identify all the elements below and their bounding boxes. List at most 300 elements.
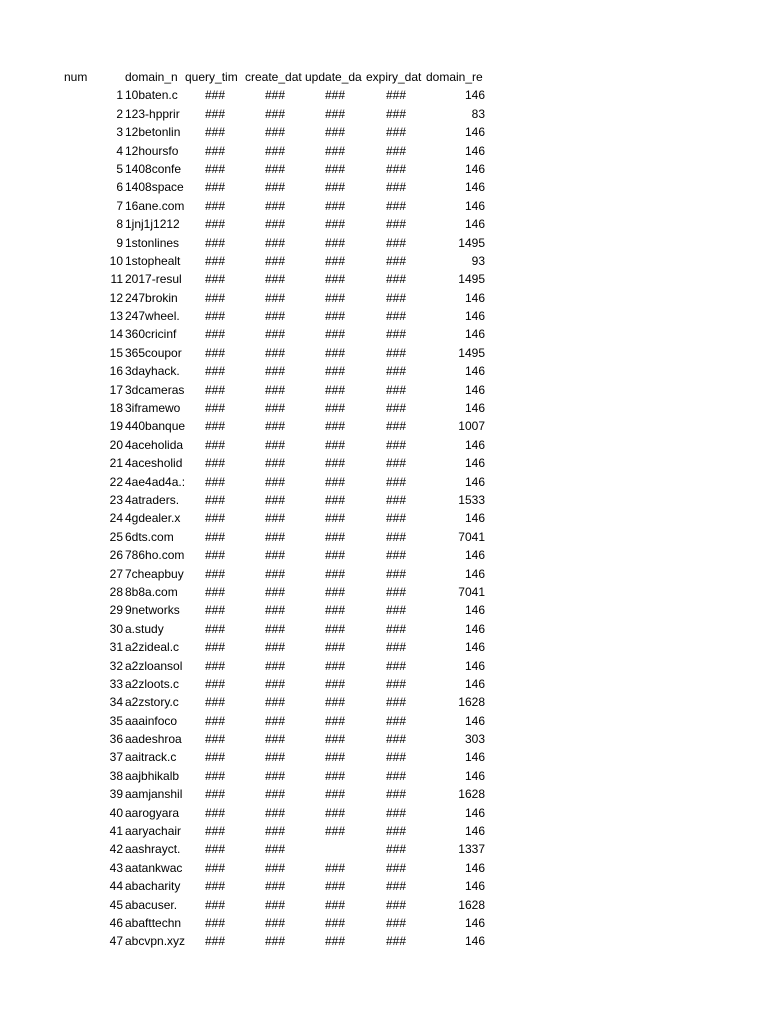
cell-expiry-date[interactable]: ### <box>385 272 407 287</box>
cell-expiry-date[interactable]: ### <box>385 860 407 875</box>
cell-domain-name[interactable]: abacuser. <box>125 897 178 912</box>
cell-update-date[interactable]: ### <box>324 934 346 949</box>
cell-num[interactable]: 42 <box>109 842 123 857</box>
cell-domain-registrar[interactable]: 146 <box>464 713 485 728</box>
cell-create-date[interactable]: ### <box>264 566 286 581</box>
cell-update-date[interactable]: ### <box>324 511 346 526</box>
cell-expiry-date[interactable]: ### <box>385 768 407 783</box>
cell-update-date[interactable]: ### <box>324 658 346 673</box>
cell-domain-registrar[interactable]: 146 <box>464 401 485 416</box>
cell-num[interactable]: 38 <box>109 768 123 783</box>
cell-num[interactable]: 5 <box>116 161 123 176</box>
cell-domain-name[interactable]: 3iframewo <box>125 401 181 416</box>
cell-create-date[interactable]: ### <box>264 713 286 728</box>
cell-domain-name[interactable]: 6dts.com <box>125 529 174 544</box>
cell-query-time[interactable]: ### <box>204 401 226 416</box>
cell-num[interactable]: 39 <box>109 787 123 802</box>
cell-domain-name[interactable]: a2zloots.c <box>125 676 180 691</box>
cell-domain-registrar[interactable]: 146 <box>464 511 485 526</box>
cell-query-time[interactable]: ### <box>204 474 226 489</box>
cell-domain-registrar[interactable]: 146 <box>464 621 485 636</box>
cell-update-date[interactable]: ### <box>324 915 346 930</box>
cell-query-time[interactable]: ### <box>204 309 226 324</box>
cell-expiry-date[interactable]: ### <box>385 879 407 894</box>
cell-num[interactable]: 27 <box>109 566 123 581</box>
cell-query-time[interactable]: ### <box>204 548 226 563</box>
cell-domain-name[interactable]: 1stonlines <box>125 235 180 250</box>
cell-query-time[interactable]: ### <box>204 824 226 839</box>
cell-domain-name[interactable]: aaryachair <box>125 824 182 839</box>
cell-num[interactable]: 37 <box>109 750 123 765</box>
cell-query-time[interactable]: ### <box>204 125 226 140</box>
cell-domain-name[interactable]: 16ane.com <box>125 198 185 213</box>
cell-expiry-date[interactable]: ### <box>385 713 407 728</box>
cell-domain-name[interactable]: 2017-resul <box>125 272 182 287</box>
cell-domain-name[interactable]: aajbhikalb <box>125 768 180 783</box>
cell-expiry-date[interactable]: ### <box>385 915 407 930</box>
cell-domain-name[interactable]: 360cricinf <box>125 327 177 342</box>
cell-num[interactable]: 44 <box>109 879 123 894</box>
cell-num[interactable]: 28 <box>109 584 123 599</box>
cell-expiry-date[interactable]: ### <box>385 511 407 526</box>
cell-domain-name[interactable]: aadeshroa <box>125 732 182 747</box>
cell-domain-registrar[interactable]: 146 <box>464 768 485 783</box>
cell-domain-registrar[interactable]: 1628 <box>458 787 485 802</box>
cell-query-time[interactable]: ### <box>204 842 226 857</box>
cell-domain-name[interactable]: aatankwac <box>125 860 183 875</box>
cell-expiry-date[interactable]: ### <box>385 492 407 507</box>
cell-domain-registrar[interactable]: 146 <box>464 180 485 195</box>
cell-domain-name[interactable]: 1stophealt <box>125 253 181 268</box>
cell-query-time[interactable]: ### <box>204 805 226 820</box>
cell-query-time[interactable]: ### <box>204 695 226 710</box>
cell-update-date[interactable]: ### <box>324 125 346 140</box>
cell-expiry-date[interactable]: ### <box>385 787 407 802</box>
cell-create-date[interactable]: ### <box>264 824 286 839</box>
cell-query-time[interactable]: ### <box>204 382 226 397</box>
cell-domain-registrar[interactable]: 146 <box>464 474 485 489</box>
cell-domain-name[interactable]: 786ho.com <box>125 548 185 563</box>
cell-domain-registrar[interactable]: 7041 <box>458 584 485 599</box>
cell-domain-registrar[interactable]: 146 <box>464 327 485 342</box>
cell-expiry-date[interactable]: ### <box>385 180 407 195</box>
cell-num[interactable]: 3 <box>116 125 123 140</box>
cell-domain-name[interactable]: 1408space <box>125 180 184 195</box>
cell-expiry-date[interactable]: ### <box>385 640 407 655</box>
cell-domain-registrar[interactable]: 146 <box>464 805 485 820</box>
cell-create-date[interactable]: ### <box>264 732 286 747</box>
cell-num[interactable]: 32 <box>109 658 123 673</box>
cell-domain-registrar[interactable]: 146 <box>464 860 485 875</box>
cell-update-date[interactable]: ### <box>324 584 346 599</box>
cell-domain-name[interactable]: a2zloansol <box>125 658 183 673</box>
cell-create-date[interactable]: ### <box>264 437 286 452</box>
cell-domain-name[interactable]: aaitrack.c <box>125 750 177 765</box>
cell-create-date[interactable]: ### <box>264 695 286 710</box>
cell-create-date[interactable]: ### <box>264 401 286 416</box>
cell-num[interactable]: 4 <box>116 143 123 158</box>
cell-num[interactable]: 8 <box>116 217 123 232</box>
cell-expiry-date[interactable]: ### <box>385 364 407 379</box>
cell-domain-registrar[interactable]: 146 <box>464 382 485 397</box>
cell-num[interactable]: 45 <box>109 897 123 912</box>
cell-create-date[interactable]: ### <box>264 309 286 324</box>
cell-query-time[interactable]: ### <box>204 768 226 783</box>
cell-domain-name[interactable]: 12hoursfo <box>125 143 179 158</box>
cell-expiry-date[interactable]: ### <box>385 676 407 691</box>
cell-expiry-date[interactable]: ### <box>385 824 407 839</box>
cell-query-time[interactable]: ### <box>204 860 226 875</box>
cell-query-time[interactable]: ### <box>204 915 226 930</box>
cell-update-date[interactable]: ### <box>324 529 346 544</box>
header-num[interactable]: num <box>64 70 88 84</box>
header-create-date[interactable]: create_dat <box>245 70 302 84</box>
cell-update-date[interactable]: ### <box>324 345 346 360</box>
cell-domain-name[interactable]: 4gdealer.x <box>125 511 181 526</box>
cell-create-date[interactable]: ### <box>264 603 286 618</box>
cell-query-time[interactable]: ### <box>204 456 226 471</box>
cell-expiry-date[interactable]: ### <box>385 548 407 563</box>
cell-expiry-date[interactable]: ### <box>385 805 407 820</box>
cell-query-time[interactable]: ### <box>204 161 226 176</box>
cell-domain-name[interactable]: aarogyara <box>125 805 180 820</box>
cell-create-date[interactable]: ### <box>264 364 286 379</box>
cell-domain-registrar[interactable]: 146 <box>464 934 485 949</box>
cell-create-date[interactable]: ### <box>264 584 286 599</box>
cell-expiry-date[interactable]: ### <box>385 327 407 342</box>
cell-expiry-date[interactable]: ### <box>385 566 407 581</box>
cell-query-time[interactable]: ### <box>204 732 226 747</box>
cell-update-date[interactable]: ### <box>324 253 346 268</box>
cell-domain-name[interactable]: a.study <box>125 621 164 636</box>
cell-domain-name[interactable]: 247wheel. <box>125 309 180 324</box>
cell-expiry-date[interactable]: ### <box>385 235 407 250</box>
cell-num[interactable]: 17 <box>109 382 123 397</box>
cell-update-date[interactable]: ### <box>324 603 346 618</box>
cell-query-time[interactable]: ### <box>204 345 226 360</box>
cell-domain-registrar[interactable]: 1533 <box>458 492 485 507</box>
cell-expiry-date[interactable]: ### <box>385 161 407 176</box>
cell-expiry-date[interactable]: ### <box>385 584 407 599</box>
cell-create-date[interactable]: ### <box>264 750 286 765</box>
cell-domain-name[interactable]: 4ae4ad4a.: <box>125 474 185 489</box>
cell-create-date[interactable]: ### <box>264 217 286 232</box>
cell-num[interactable]: 46 <box>109 915 123 930</box>
cell-num[interactable]: 11 <box>110 272 123 287</box>
cell-expiry-date[interactable]: ### <box>385 345 407 360</box>
cell-create-date[interactable]: ### <box>264 382 286 397</box>
cell-query-time[interactable]: ### <box>204 180 226 195</box>
cell-expiry-date[interactable]: ### <box>385 125 407 140</box>
cell-create-date[interactable]: ### <box>264 676 286 691</box>
cell-domain-registrar[interactable]: 146 <box>464 437 485 452</box>
cell-create-date[interactable]: ### <box>264 198 286 213</box>
cell-update-date[interactable]: ### <box>324 768 346 783</box>
cell-create-date[interactable]: ### <box>264 934 286 949</box>
cell-update-date[interactable]: ### <box>324 805 346 820</box>
cell-create-date[interactable]: ### <box>264 106 286 121</box>
cell-update-date[interactable]: ### <box>324 382 346 397</box>
cell-query-time[interactable]: ### <box>204 897 226 912</box>
cell-num[interactable]: 12 <box>109 290 123 305</box>
cell-expiry-date[interactable]: ### <box>385 143 407 158</box>
cell-expiry-date[interactable]: ### <box>385 897 407 912</box>
cell-query-time[interactable]: ### <box>204 253 226 268</box>
cell-create-date[interactable]: ### <box>264 327 286 342</box>
header-expiry-date[interactable]: expiry_dat <box>366 70 422 84</box>
cell-domain-name[interactable]: 247brokin <box>125 290 178 305</box>
cell-num[interactable]: 15 <box>109 345 123 360</box>
cell-update-date[interactable]: ### <box>324 327 346 342</box>
cell-domain-name[interactable]: 4atraders. <box>125 492 180 507</box>
cell-create-date[interactable]: ### <box>264 456 286 471</box>
cell-domain-registrar[interactable]: 146 <box>464 290 485 305</box>
cell-domain-name[interactable]: abafttechn <box>125 915 182 930</box>
cell-create-date[interactable]: ### <box>264 787 286 802</box>
cell-domain-name[interactable]: aaainfoco <box>125 713 178 728</box>
header-query-time[interactable]: query_tim <box>185 70 238 84</box>
cell-domain-name[interactable]: a2zideal.c <box>125 640 180 655</box>
cell-create-date[interactable]: ### <box>264 548 286 563</box>
cell-query-time[interactable]: ### <box>204 511 226 526</box>
cell-domain-registrar[interactable]: 146 <box>464 125 485 140</box>
cell-expiry-date[interactable]: ### <box>385 750 407 765</box>
cell-update-date[interactable]: ### <box>324 548 346 563</box>
cell-expiry-date[interactable]: ### <box>385 658 407 673</box>
cell-num[interactable]: 25 <box>109 529 123 544</box>
cell-update-date[interactable]: ### <box>324 88 346 103</box>
cell-query-time[interactable]: ### <box>204 934 226 949</box>
cell-domain-registrar[interactable]: 146 <box>464 217 485 232</box>
cell-num[interactable]: 47 <box>109 934 123 949</box>
cell-expiry-date[interactable]: ### <box>385 934 407 949</box>
cell-query-time[interactable]: ### <box>204 106 226 121</box>
cell-domain-name[interactable]: 10baten.c <box>125 88 178 103</box>
cell-domain-registrar[interactable]: 146 <box>464 915 485 930</box>
cell-expiry-date[interactable]: ### <box>385 217 407 232</box>
cell-query-time[interactable]: ### <box>204 364 226 379</box>
cell-create-date[interactable]: ### <box>264 768 286 783</box>
cell-expiry-date[interactable]: ### <box>385 382 407 397</box>
cell-update-date[interactable]: ### <box>324 695 346 710</box>
cell-domain-name[interactable]: 4acesholid <box>125 456 183 471</box>
cell-domain-registrar[interactable]: 146 <box>464 879 485 894</box>
cell-num[interactable]: 36 <box>109 732 123 747</box>
cell-update-date[interactable]: ### <box>324 198 346 213</box>
cell-create-date[interactable]: ### <box>264 290 286 305</box>
cell-domain-registrar[interactable]: 83 <box>471 106 485 121</box>
cell-num[interactable]: 40 <box>109 805 123 820</box>
cell-num[interactable]: 43 <box>109 860 123 875</box>
cell-expiry-date[interactable]: ### <box>385 106 407 121</box>
cell-num[interactable]: 34 <box>109 695 123 710</box>
cell-domain-name[interactable]: aashrayct. <box>125 842 181 857</box>
header-domain-registrar[interactable]: domain_re <box>426 70 483 84</box>
cell-num[interactable]: 29 <box>109 603 123 618</box>
cell-expiry-date[interactable]: ### <box>385 695 407 710</box>
cell-expiry-date[interactable]: ### <box>385 401 407 416</box>
cell-domain-registrar[interactable]: 146 <box>464 603 485 618</box>
cell-update-date[interactable]: ### <box>324 364 346 379</box>
cell-expiry-date[interactable]: ### <box>385 198 407 213</box>
cell-query-time[interactable]: ### <box>204 143 226 158</box>
cell-create-date[interactable]: ### <box>264 474 286 489</box>
cell-domain-registrar[interactable]: 146 <box>464 750 485 765</box>
cell-domain-name[interactable]: 1408confe <box>125 161 182 176</box>
cell-domain-name[interactable]: 440banque <box>125 419 185 434</box>
cell-domain-name[interactable]: abcvpn.xyz <box>125 934 185 949</box>
cell-update-date[interactable]: ### <box>324 437 346 452</box>
cell-query-time[interactable]: ### <box>204 235 226 250</box>
cell-update-date[interactable]: ### <box>324 566 346 581</box>
cell-domain-name[interactable]: 8b8a.com <box>125 584 178 599</box>
cell-domain-registrar[interactable]: 146 <box>464 640 485 655</box>
cell-update-date[interactable]: ### <box>324 676 346 691</box>
cell-query-time[interactable]: ### <box>204 603 226 618</box>
cell-domain-registrar[interactable]: 1007 <box>458 419 485 434</box>
cell-update-date[interactable]: ### <box>324 879 346 894</box>
cell-query-time[interactable]: ### <box>204 272 226 287</box>
cell-domain-registrar[interactable]: 146 <box>464 676 485 691</box>
cell-num[interactable]: 41 <box>109 824 123 839</box>
cell-update-date[interactable]: ### <box>324 860 346 875</box>
cell-num[interactable]: 31 <box>109 640 123 655</box>
cell-num[interactable]: 7 <box>116 198 123 213</box>
cell-create-date[interactable]: ### <box>264 180 286 195</box>
cell-update-date[interactable]: ### <box>324 713 346 728</box>
cell-domain-name[interactable]: 4aceholida <box>125 437 184 452</box>
cell-update-date[interactable]: ### <box>324 621 346 636</box>
cell-create-date[interactable]: ### <box>264 253 286 268</box>
cell-num[interactable]: 21 <box>109 456 123 471</box>
cell-update-date[interactable]: ### <box>324 732 346 747</box>
cell-expiry-date[interactable]: ### <box>385 88 407 103</box>
cell-num[interactable]: 13 <box>109 309 123 324</box>
cell-create-date[interactable]: ### <box>264 915 286 930</box>
cell-update-date[interactable]: ### <box>324 106 346 121</box>
cell-num[interactable]: 6 <box>116 180 123 195</box>
cell-num[interactable]: 35 <box>109 713 123 728</box>
cell-update-date[interactable]: ### <box>324 290 346 305</box>
cell-create-date[interactable]: ### <box>264 879 286 894</box>
cell-domain-name[interactable]: 123-hpprir <box>125 106 180 121</box>
cell-domain-registrar[interactable]: 146 <box>464 566 485 581</box>
cell-update-date[interactable]: ### <box>324 161 346 176</box>
cell-create-date[interactable]: ### <box>264 658 286 673</box>
cell-create-date[interactable]: ### <box>264 511 286 526</box>
cell-create-date[interactable]: ### <box>264 88 286 103</box>
cell-query-time[interactable]: ### <box>204 584 226 599</box>
cell-expiry-date[interactable]: ### <box>385 253 407 268</box>
cell-create-date[interactable]: ### <box>264 419 286 434</box>
cell-domain-registrar[interactable]: 146 <box>464 143 485 158</box>
cell-domain-registrar[interactable]: 1628 <box>458 695 485 710</box>
cell-expiry-date[interactable]: ### <box>385 456 407 471</box>
cell-query-time[interactable]: ### <box>204 566 226 581</box>
cell-num[interactable]: 10 <box>109 253 123 268</box>
cell-num[interactable]: 19 <box>109 419 123 434</box>
cell-domain-name[interactable]: a2zstory.c <box>125 695 179 710</box>
cell-domain-registrar[interactable]: 1337 <box>458 842 485 857</box>
cell-query-time[interactable]: ### <box>204 198 226 213</box>
cell-num[interactable]: 26 <box>109 548 123 563</box>
cell-domain-registrar[interactable]: 146 <box>464 658 485 673</box>
cell-update-date[interactable]: ### <box>324 180 346 195</box>
cell-update-date[interactable]: ### <box>324 897 346 912</box>
cell-domain-registrar[interactable]: 146 <box>464 364 485 379</box>
cell-domain-registrar[interactable]: 93 <box>471 253 485 268</box>
cell-num[interactable]: 20 <box>109 437 123 452</box>
cell-domain-registrar[interactable]: 146 <box>464 456 485 471</box>
cell-domain-name[interactable]: 12betonlin <box>125 125 181 140</box>
cell-update-date[interactable]: ### <box>324 750 346 765</box>
cell-domain-name[interactable]: aamjanshil <box>125 787 183 802</box>
cell-num[interactable]: 16 <box>109 364 123 379</box>
cell-num[interactable]: 24 <box>109 511 123 526</box>
cell-update-date[interactable]: ### <box>324 492 346 507</box>
cell-update-date[interactable]: ### <box>324 309 346 324</box>
cell-expiry-date[interactable]: ### <box>385 732 407 747</box>
cell-query-time[interactable]: ### <box>204 676 226 691</box>
cell-create-date[interactable]: ### <box>264 621 286 636</box>
cell-query-time[interactable]: ### <box>204 290 226 305</box>
cell-create-date[interactable]: ### <box>264 235 286 250</box>
cell-create-date[interactable]: ### <box>264 529 286 544</box>
cell-create-date[interactable]: ### <box>264 897 286 912</box>
cell-query-time[interactable]: ### <box>204 787 226 802</box>
cell-query-time[interactable]: ### <box>204 327 226 342</box>
cell-num[interactable]: 14 <box>109 327 123 342</box>
cell-update-date[interactable]: ### <box>324 217 346 232</box>
cell-num[interactable]: 2 <box>116 106 123 121</box>
cell-num[interactable]: 1 <box>116 88 123 103</box>
cell-expiry-date[interactable]: ### <box>385 603 407 618</box>
cell-domain-name[interactable]: 3dayhack. <box>125 364 180 379</box>
cell-query-time[interactable]: ### <box>204 88 226 103</box>
cell-expiry-date[interactable]: ### <box>385 437 407 452</box>
header-update-date[interactable]: update_da <box>305 70 362 84</box>
cell-update-date[interactable]: ### <box>324 456 346 471</box>
cell-expiry-date[interactable]: ### <box>385 474 407 489</box>
cell-domain-registrar[interactable]: 146 <box>464 824 485 839</box>
cell-num[interactable]: 9 <box>116 235 123 250</box>
cell-query-time[interactable]: ### <box>204 419 226 434</box>
cell-create-date[interactable]: ### <box>264 272 286 287</box>
cell-update-date[interactable]: ### <box>324 419 346 434</box>
cell-query-time[interactable]: ### <box>204 640 226 655</box>
cell-update-date[interactable]: ### <box>324 235 346 250</box>
cell-expiry-date[interactable]: ### <box>385 842 407 857</box>
cell-create-date[interactable]: ### <box>264 345 286 360</box>
cell-num[interactable]: 30 <box>109 621 123 636</box>
cell-query-time[interactable]: ### <box>204 217 226 232</box>
cell-domain-name[interactable]: 7cheapbuy <box>125 566 184 581</box>
cell-expiry-date[interactable]: ### <box>385 309 407 324</box>
cell-update-date[interactable]: ### <box>324 143 346 158</box>
cell-update-date[interactable]: ### <box>324 474 346 489</box>
cell-domain-name[interactable]: 3dcameras <box>125 382 185 397</box>
cell-domain-name[interactable]: 365coupor <box>125 345 182 360</box>
cell-query-time[interactable]: ### <box>204 437 226 452</box>
cell-expiry-date[interactable]: ### <box>385 621 407 636</box>
cell-domain-registrar[interactable]: 303 <box>464 732 485 747</box>
cell-create-date[interactable]: ### <box>264 125 286 140</box>
cell-domain-registrar[interactable]: 146 <box>464 309 485 324</box>
cell-create-date[interactable]: ### <box>264 161 286 176</box>
header-domain-name[interactable]: domain_n <box>125 70 178 84</box>
cell-query-time[interactable]: ### <box>204 658 226 673</box>
cell-create-date[interactable]: ### <box>264 860 286 875</box>
